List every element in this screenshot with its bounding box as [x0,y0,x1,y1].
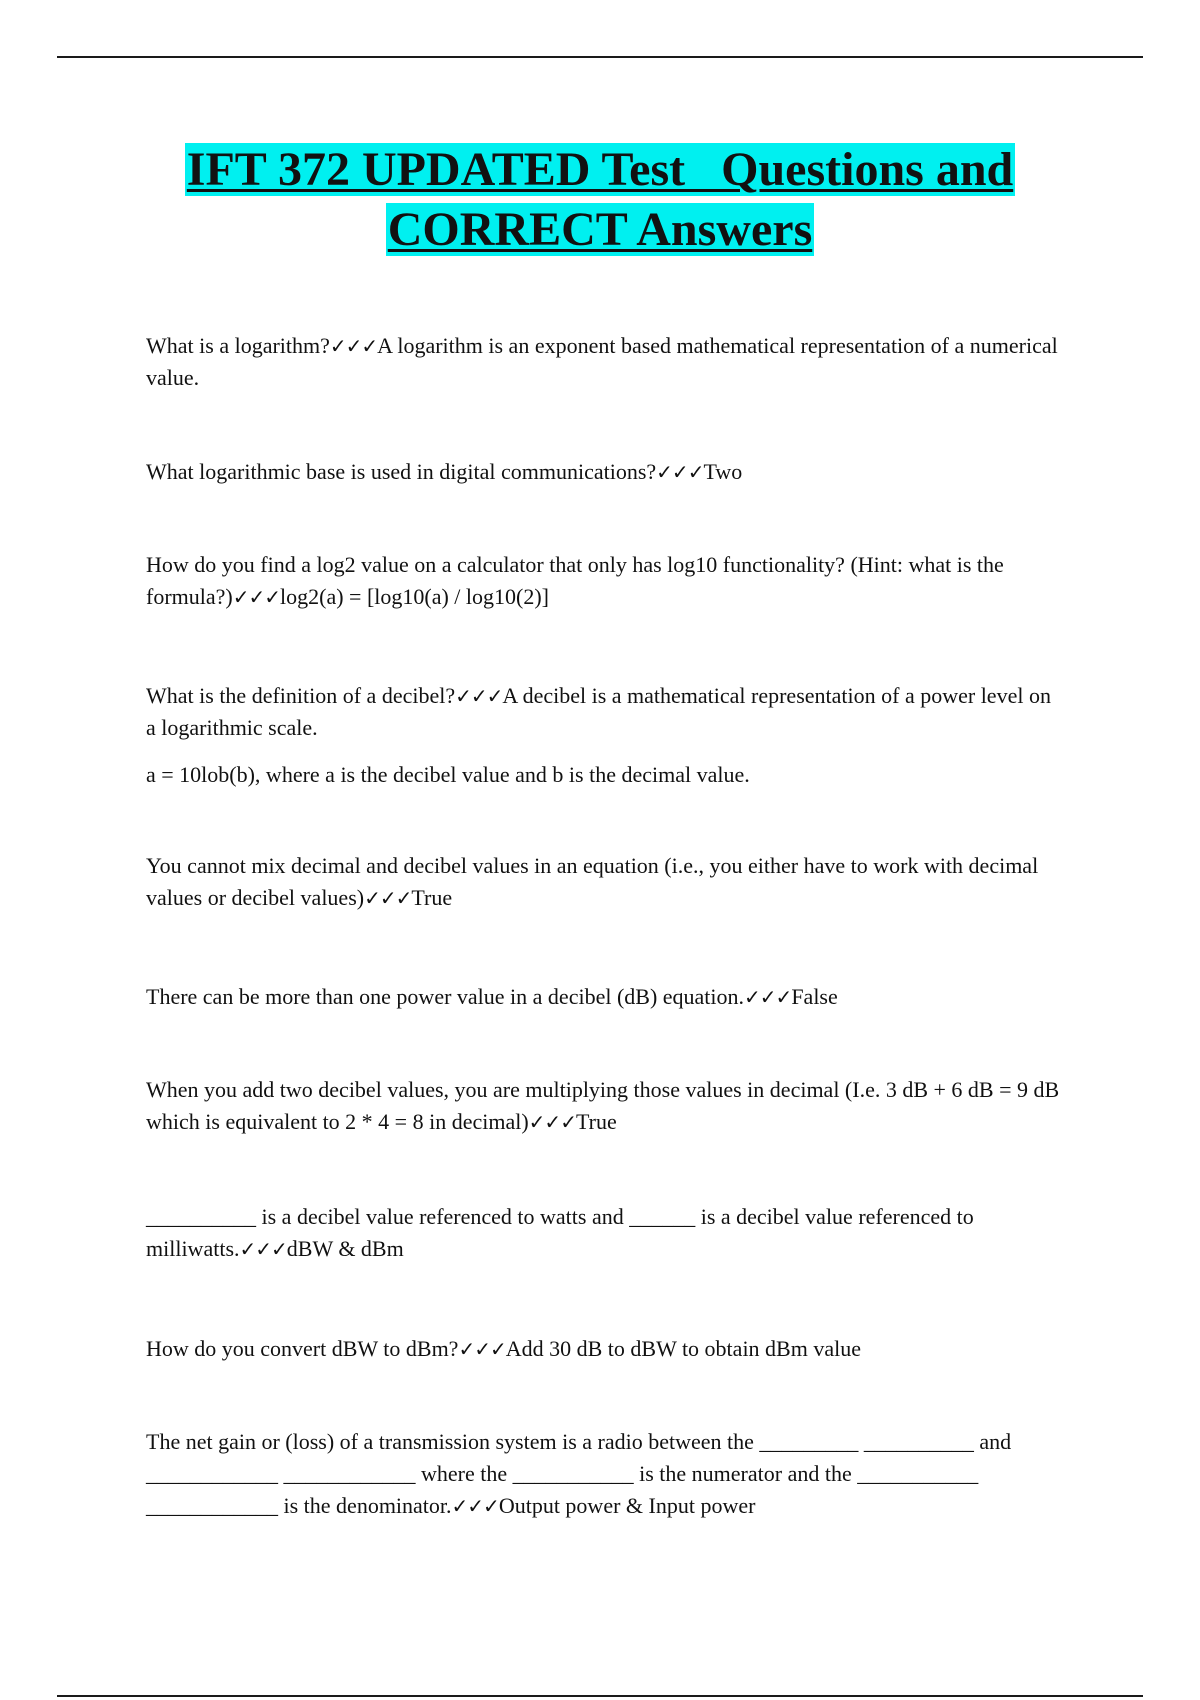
answer-text: A decibel is a mathematical representation of a power level on a logarithmic scale. [146,683,1051,740]
document-title [0,140,1200,260]
title-line-2: CORRECT Answers [387,203,813,256]
qa-item-4-extra [146,759,1066,791]
answer-text: Add 30 dB to dBW to obtain dBm value [505,1336,861,1361]
answer-text: True [575,1109,617,1134]
title-line-1: IFT 372 UPDATED Test Questions and [186,143,1014,196]
qa-item-2 [146,456,1066,488]
question-text: When you add two decibel values, you are multiplying those values in decimal (I.e. 3 dB + 6 dB = 9 dB which is equivalent to 2 * 4 = 8 in decimal) [146,1077,1060,1134]
question-text: What logarithmic base is used in digital communications? [146,459,657,484]
answer-text: Output power & Input power [498,1493,756,1518]
question-text: You cannot mix decimal and decibel values in an equation (i.e., you either have to work with decimal values or decibel values) [146,853,1039,910]
qa-item-5 [146,850,1066,914]
qa-item-9 [146,1333,1066,1365]
check-mark-icon: ✓✓✓ [528,1110,576,1134]
question-text: The net gain or (loss) of a transmission system is a radio between the _________ __________ and ____________ ____________ where the ___________ is the numerator and the ___________ ____________ is the denominator. [146,1429,1012,1518]
bottom-rule [57,1695,1143,1697]
check-mark-icon: ✓✓✓ [329,334,378,358]
qa-item-3 [146,549,1066,613]
check-mark-icon: ✓✓✓ [239,1237,287,1261]
qa-item-6 [146,981,1066,1013]
check-mark-icon: ✓✓✓ [744,985,792,1009]
answer-text: False [791,984,838,1009]
question-text: What is the definition of a decibel? [146,683,456,708]
answer-text: log2(a) = [log10(a) / log10(2)] [280,584,550,609]
answer-text: dBW & dBm [286,1236,404,1261]
answer-text: A logarithm is an exponent based mathematical representation of a numerical value. [146,333,1058,390]
answer-text: Two [703,459,743,484]
qa-item-10 [146,1426,1066,1522]
check-mark-icon: ✓✓✓ [232,585,281,609]
question-text: There can be more than one power value in a decibel (dB) equation. [146,984,745,1009]
qa-item-7 [146,1074,1066,1138]
check-mark-icon: ✓✓✓ [455,684,503,708]
question-text: What is a logarithm? [146,333,330,358]
check-mark-icon: ✓✓✓ [451,1494,499,1518]
check-mark-icon: ✓✓✓ [364,886,412,910]
question-text: __________ is a decibel value referenced to watts and ______ is a decibel value referenced to milliwatts. [146,1204,974,1261]
question-text: How do you find a log2 value on a calculator that only has log10 functionality? (Hint: what is the formula?) [146,552,1004,609]
answer-text: True [411,885,453,910]
qa-item-1 [146,330,1066,394]
check-mark-icon: ✓✓✓ [656,460,704,484]
qa-item-4 [146,680,1066,744]
top-rule [57,56,1143,58]
qa-item-8 [146,1201,1066,1265]
question-text: How do you convert dBW to dBm? [146,1336,459,1361]
check-mark-icon: ✓✓✓ [458,1337,506,1361]
formula-text: a = 10lob(b), where a is the decibel value and b is the decimal value. [146,762,750,787]
